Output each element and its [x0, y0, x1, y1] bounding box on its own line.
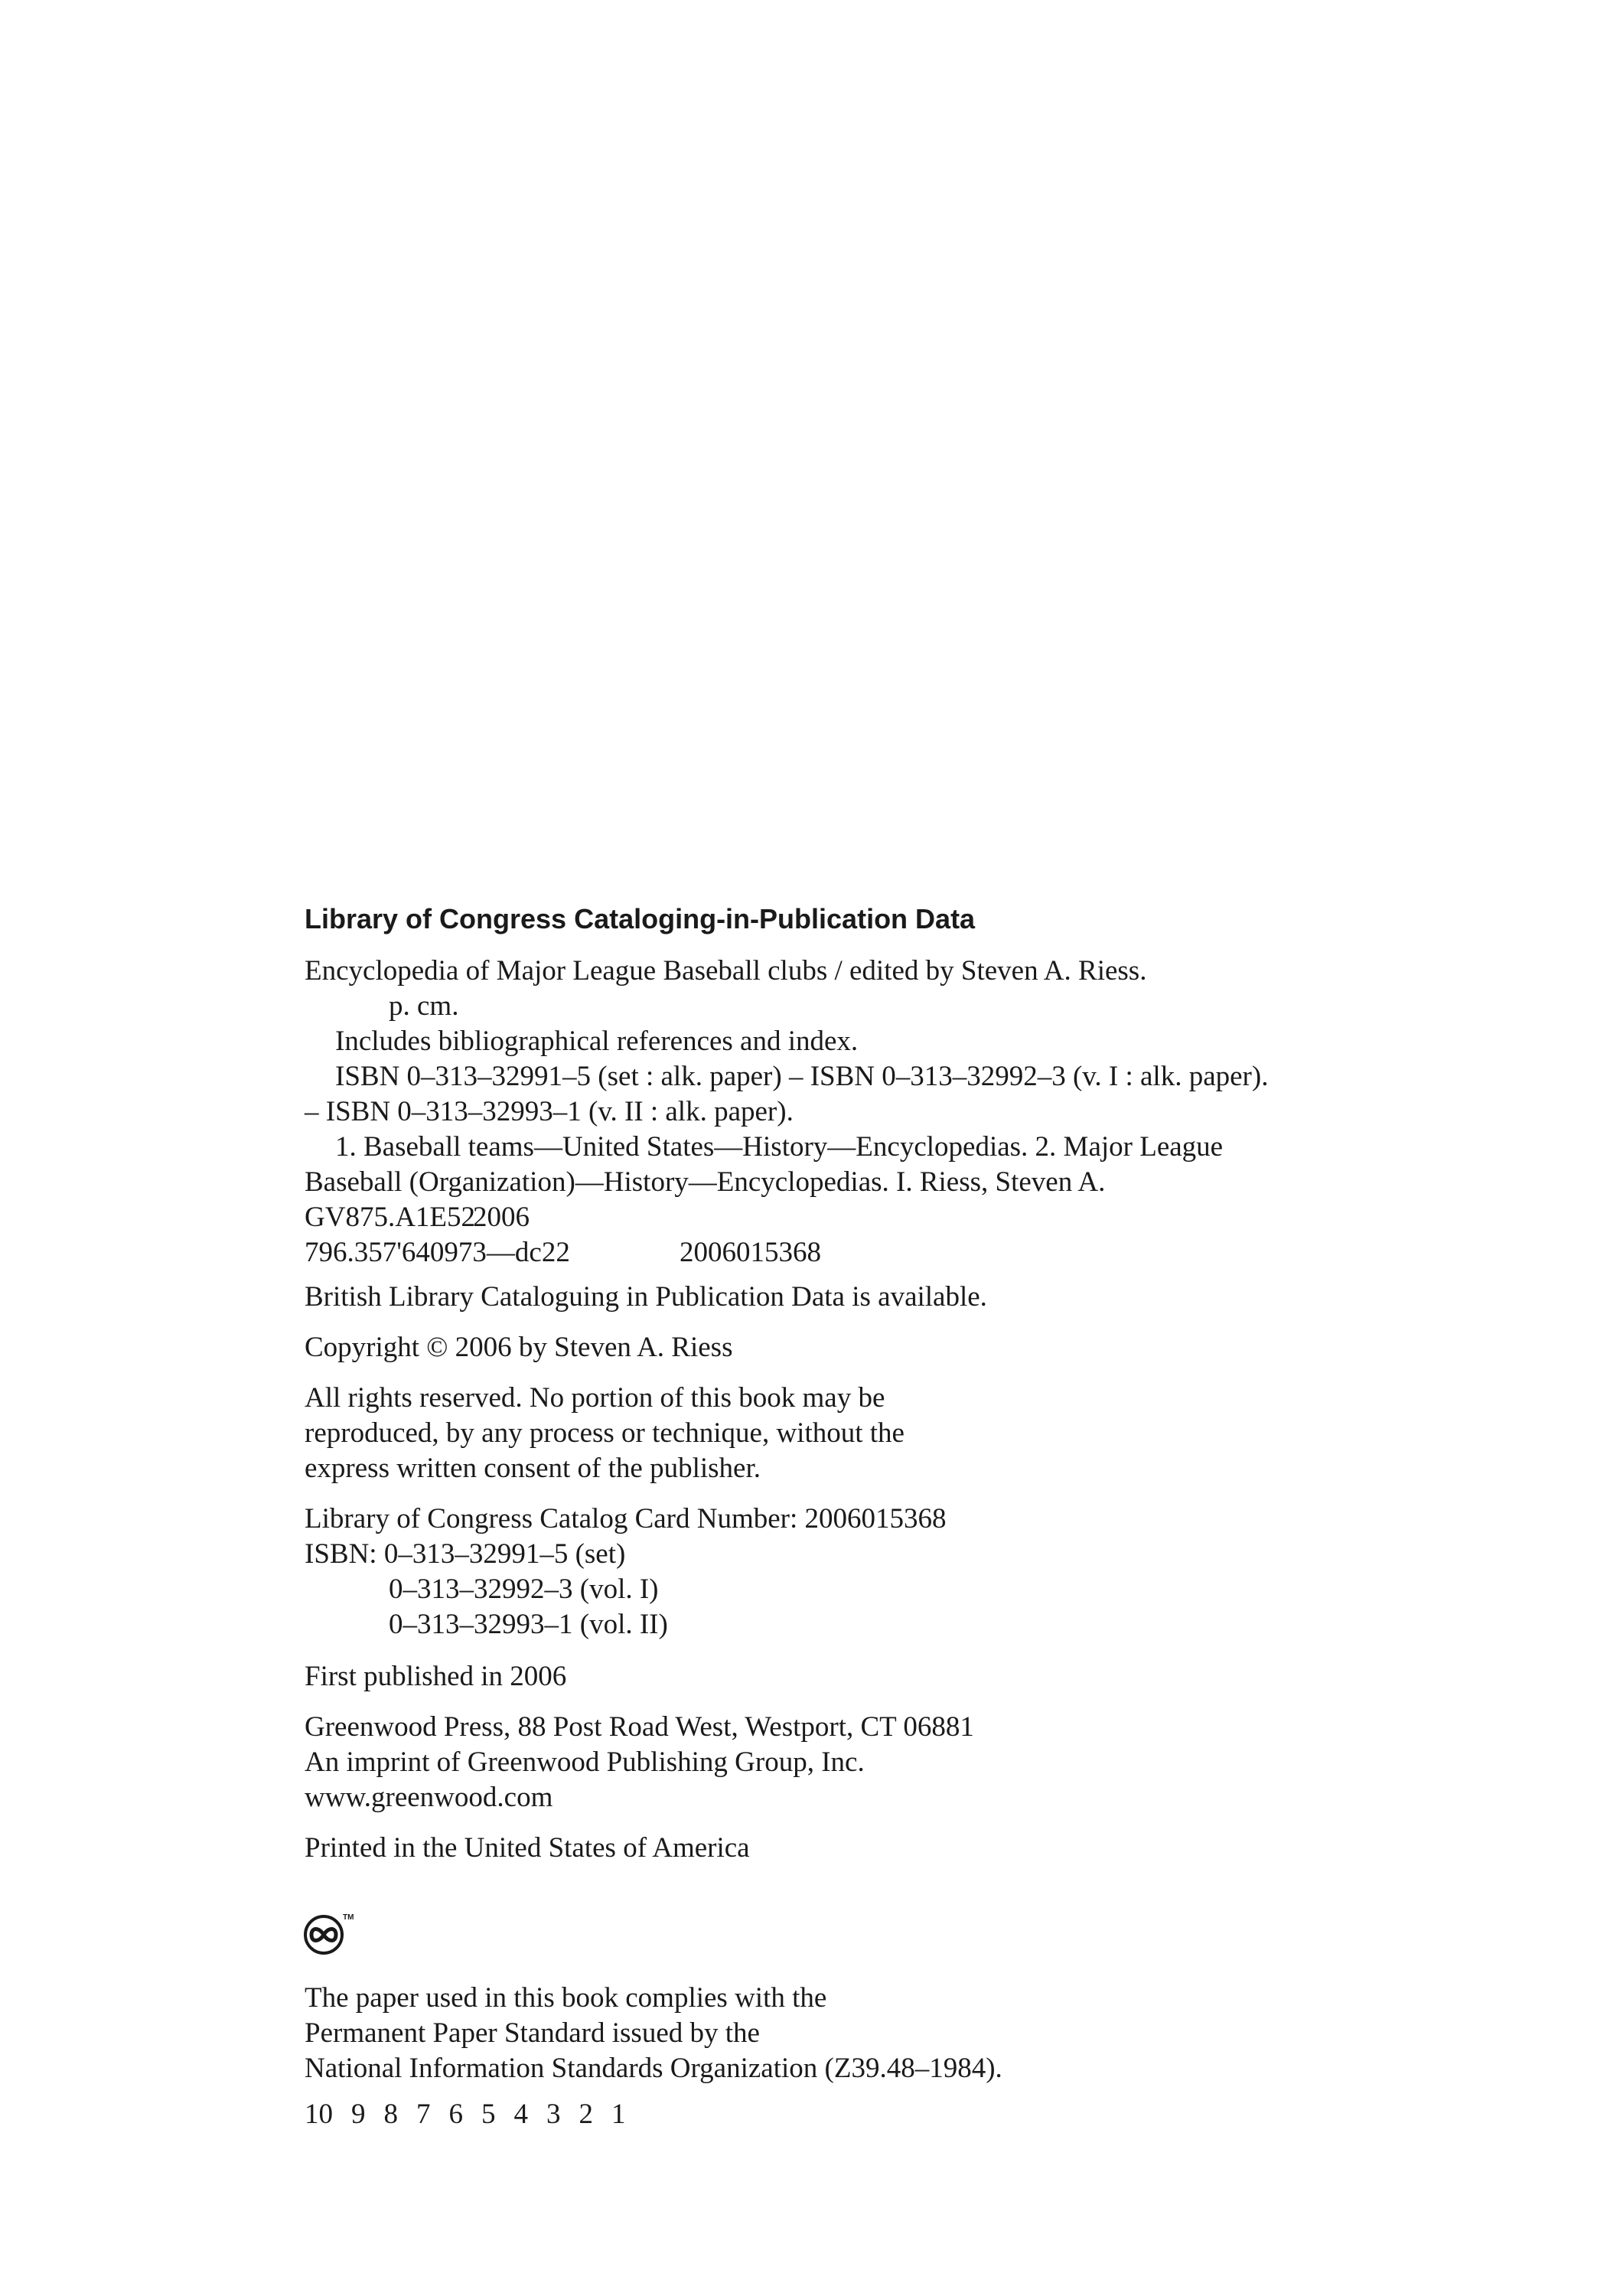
printing-number: 6	[448, 2099, 463, 2130]
cip-lccn: 2006015368	[680, 1237, 821, 1268]
catalog-isbn-vol2: 0–313–32993–1 (vol. II)	[389, 1609, 668, 1640]
cip-isbn-line-2: – ISBN 0–313–32993–1 (v. II : alk. paper).	[305, 1096, 794, 1127]
publisher-address: Greenwood Press, 88 Post Road West, Westport, CT 06881	[305, 1711, 974, 1743]
rights-line-2: reproduced, by any process or technique, without the	[305, 1417, 905, 1449]
cip-dewey: 796.357'640973—dc22	[305, 1237, 570, 1268]
cip-subjects-line-1: 1. Baseball teams—United States—History—Encyclopedias. 2. Major League	[335, 1131, 1224, 1163]
publisher-imprint: An imprint of Greenwood Publishing Group, Inc.	[305, 1746, 865, 1778]
cip-heading: Library of Congress Cataloging-in-Publication Data	[305, 903, 976, 934]
catalog-info	[305, 1502, 1560, 1642]
first-published	[305, 1659, 1560, 1694]
cip-lc-year: 2006	[473, 1202, 530, 1233]
printing-number: 3	[546, 2099, 561, 2130]
paper-statement	[305, 1981, 1560, 2086]
cip-includes: Includes bibliographical references and index.	[335, 1026, 859, 1057]
printing-line	[305, 2097, 644, 2132]
printing-number: 1	[611, 2099, 626, 2130]
printed-in	[305, 1831, 1560, 1866]
british-library-note	[305, 1280, 1560, 1315]
cip-lc-class: GV875.A1E52	[305, 1202, 476, 1233]
cip-subjects-line-2: Baseball (Organization)—History—Encyclopedias. I. Riess, Steven A.	[305, 1166, 1106, 1198]
trademark-mark: TM	[343, 1913, 354, 1922]
catalog-card-number: Library of Congress Catalog Card Number: 2006015368	[305, 1503, 947, 1534]
publisher-info	[305, 1710, 1560, 1815]
cip-lc-class-line	[305, 1200, 1560, 1235]
infinity-permanent-paper-icon	[303, 1910, 354, 1956]
paper-statement-line-2: Permanent Paper Standard issued by the	[305, 2017, 760, 2049]
catalog-isbn-vol1: 0–313–32992–3 (vol. I)	[389, 1574, 659, 1605]
rights-line-3: express written consent of the publisher.	[305, 1453, 761, 1484]
copyright-text: Copyright © 2006 by Steven A. Riess	[305, 1332, 733, 1363]
cip-pcm: p. cm.	[389, 990, 459, 1022]
printing-number: 5	[481, 2099, 496, 2130]
printed-in-text: Printed in the United States of America	[305, 1832, 750, 1864]
printing-number: 9	[351, 2099, 366, 2130]
printing-number: 10	[305, 2099, 333, 2130]
copyright-notice	[305, 1330, 1560, 1365]
rights-line-1: All rights reserved. No portion of this book may be	[305, 1382, 885, 1414]
catalog-isbn-set: ISBN: 0–313–32991–5 (set)	[305, 1538, 626, 1570]
first-published-text: First published in 2006	[305, 1661, 567, 1692]
publisher-website: www.greenwood.com	[305, 1782, 553, 1813]
cip-isbn-line-1: ISBN 0–313–32991–5 (set : alk. paper) – ISBN 0–313–32992–3 (v. I : alk. paper).	[335, 1061, 1269, 1092]
printing-number: 7	[416, 2099, 431, 2130]
rights-statement	[305, 1381, 1560, 1486]
paper-statement-line-1: The paper used in this book complies with the	[305, 1982, 827, 2014]
paper-statement-line-3: National Information Standards Organization (Z39.48–1984).	[305, 2053, 1002, 2084]
cip-record	[305, 954, 1560, 1270]
british-library-text: British Library Cataloguing in Publication Data is available.	[305, 1281, 987, 1313]
cip-title-line: Encyclopedia of Major League Baseball clubs / edited by Steven A. Riess.	[305, 955, 1147, 987]
printing-number: 2	[579, 2099, 593, 2130]
printing-number: 8	[383, 2099, 398, 2130]
printing-number: 4	[513, 2099, 528, 2130]
cip-dewey-line	[305, 1235, 1560, 1270]
